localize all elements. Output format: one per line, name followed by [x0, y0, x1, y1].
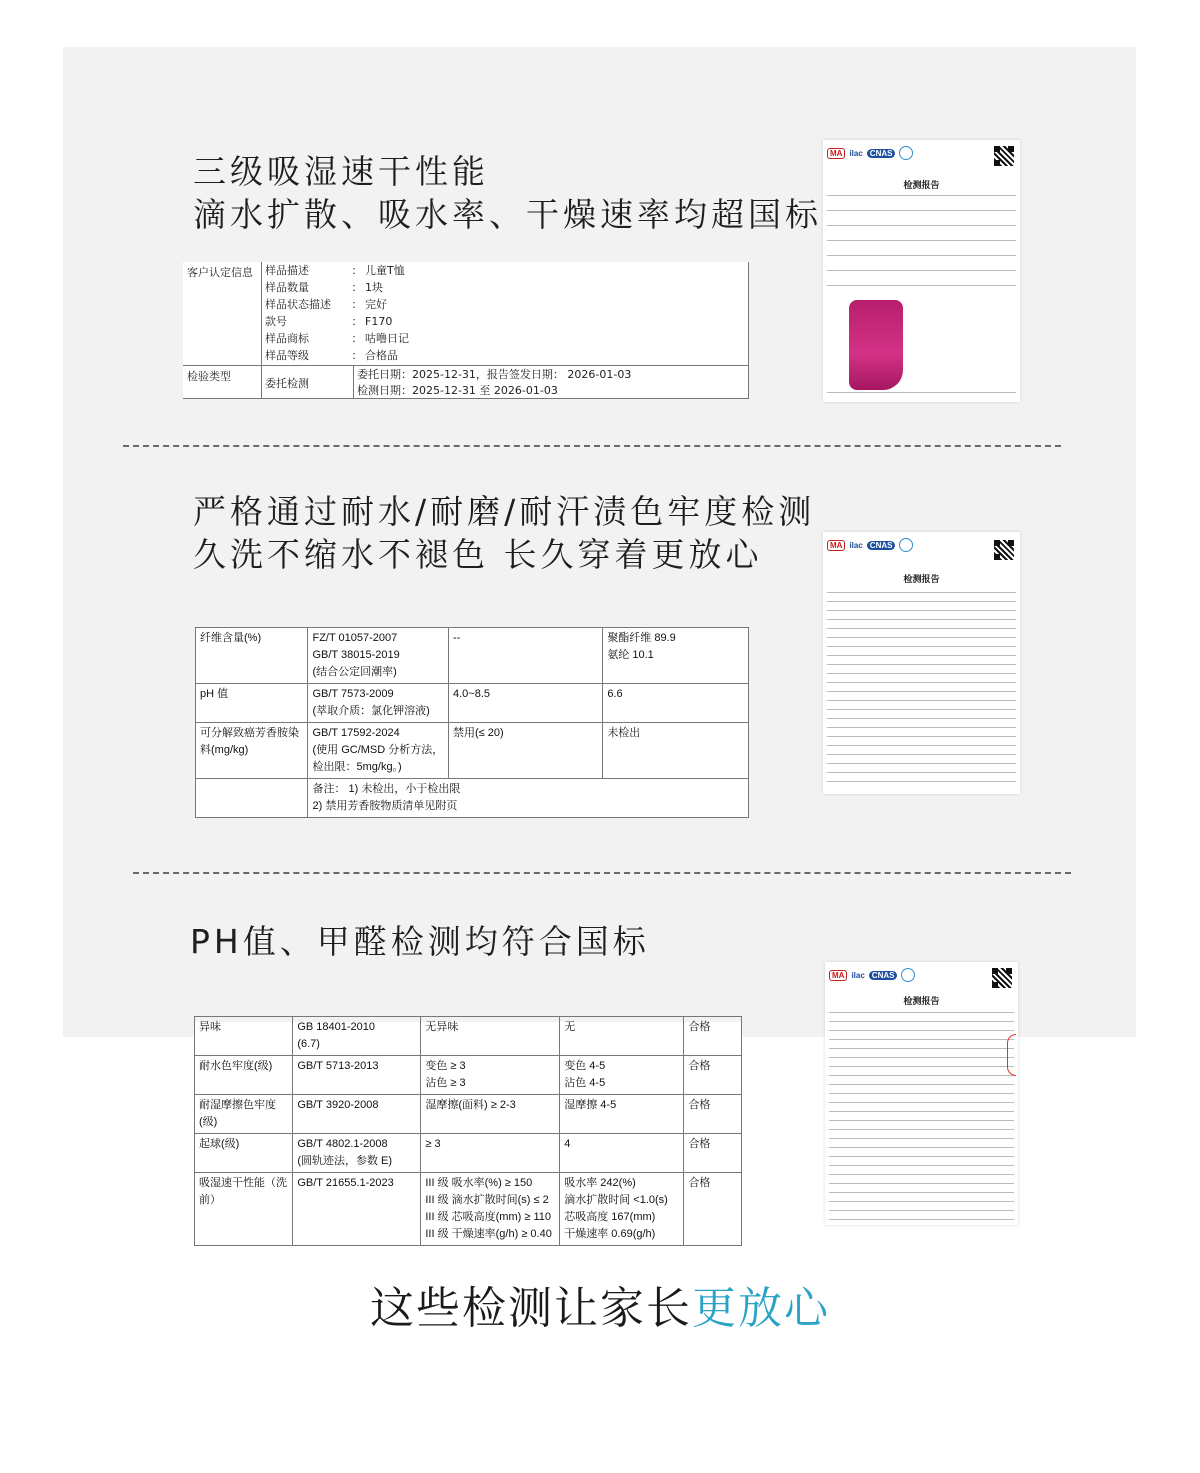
report-line [829, 1174, 1014, 1175]
seal-icon [901, 968, 915, 982]
client-info-label: 客户认定信息 [187, 266, 253, 279]
inspection-type-value: 委托检测 [265, 377, 309, 390]
field-colon: ： [351, 332, 363, 345]
item-cell: 吸湿速干性能（洗前） [195, 1173, 293, 1246]
field-value: F170 [365, 315, 393, 328]
cnas-logo: CNAS [869, 971, 898, 980]
section2-headline-line2: 久洗不缩水不褪色 长久穿着更放心 [193, 535, 763, 574]
item-cell: 耐湿摩擦色牢度(级) [195, 1095, 293, 1134]
report-line [829, 1102, 1014, 1103]
table-row [195, 1056, 742, 1095]
report-line [827, 592, 1016, 593]
entrust-dates: 委托日期：2025-12-31，报告签发日期： 2026-01-03 [357, 368, 632, 381]
sample-field-row [265, 347, 409, 364]
report-line [829, 1021, 1014, 1022]
report-line [829, 1192, 1014, 1193]
result-cell: 变色 4-5 沾色 4-5 [560, 1056, 684, 1095]
test-results-table-2 [194, 1021, 742, 1240]
field-key: 样品等级 [265, 349, 309, 362]
field-key: 款号 [265, 315, 287, 328]
report-line [827, 718, 1016, 719]
report-thumbnail-1 [823, 140, 1020, 402]
method-cell: GB/T 3920-2008 [293, 1095, 421, 1134]
result-cell: 聚酯纤维 89.9 氨纶 10.1 [603, 628, 749, 684]
requirement-cell: 禁用(≤ 20) [448, 723, 602, 779]
result-cell: 无 [560, 1017, 684, 1056]
report-line [829, 1066, 1014, 1067]
seal-icon [899, 146, 913, 160]
report-line [829, 1084, 1014, 1085]
field-value: 咕噜日记 [365, 332, 409, 345]
field-key: 样品数量 [265, 281, 309, 294]
field-colon: ： [351, 349, 363, 362]
report-line [829, 1048, 1014, 1049]
item-cell: pH 值 [196, 684, 308, 723]
report-line [827, 745, 1016, 746]
report-line [829, 1219, 1014, 1220]
table-row [195, 1173, 742, 1246]
report-line [827, 691, 1016, 692]
report-line [827, 619, 1016, 620]
report-line [829, 1165, 1014, 1166]
report-line [827, 727, 1016, 728]
report-title-3: 检测报告 [903, 996, 940, 1006]
report-line [829, 1156, 1014, 1157]
qr-code-icon [994, 146, 1014, 166]
cert-logos [829, 968, 915, 982]
report-line [827, 610, 1016, 611]
cnas-logo: CNAS [867, 149, 896, 158]
result-cell: 湿摩擦 4-5 [560, 1095, 684, 1134]
field-key: 样品状态描述 [265, 298, 331, 311]
report-line [829, 1030, 1014, 1031]
verdict-cell: 合格 [684, 1134, 742, 1173]
report-line [829, 1093, 1014, 1094]
report-line [827, 682, 1016, 683]
report-thumbnail-3 [825, 962, 1018, 1225]
report-line [827, 646, 1016, 647]
report-line [827, 709, 1016, 710]
qr-code-icon [992, 968, 1012, 988]
report-line [827, 628, 1016, 629]
note-cell: 备注： 1) 未检出，小于检出限 2) 禁用芳香胺物质清单见附页 [308, 779, 749, 818]
ilac-logo: ilac [849, 540, 863, 550]
requirement-cell: 变色 ≥ 3 沾色 ≥ 3 [421, 1056, 560, 1095]
section1-headline-line2: 滴水扩散、吸水率、干燥速率均超国标 [193, 195, 822, 234]
report-line [829, 1057, 1014, 1058]
report-line [829, 1183, 1014, 1184]
report-line [829, 1129, 1014, 1130]
table-row [196, 723, 749, 779]
test-results-table-1 [195, 627, 749, 818]
method-cell: FZ/T 01057-2007 GB/T 38015-2019 (结合公定回潮率) [308, 628, 449, 684]
method-cell: GB/T 17592-2024 (使用 GC/MSD 分析方法，检出限：5mg/kg。) [308, 723, 449, 779]
report-line [827, 637, 1016, 638]
sample-field-row [265, 262, 409, 279]
table-row [196, 628, 749, 684]
item-cell: 耐水色牢度(级) [195, 1056, 293, 1095]
requirement-cell: 无异味 [421, 1017, 560, 1056]
report-line [827, 700, 1016, 701]
requirement-cell: -- [448, 628, 602, 684]
verdict-cell: 合格 [684, 1017, 742, 1056]
table-row-note [196, 779, 749, 818]
qr-code-icon [994, 540, 1014, 560]
sample-field-row [265, 296, 409, 313]
report-line [829, 1111, 1014, 1112]
cert-logos [827, 538, 913, 552]
report-line [827, 664, 1016, 665]
report-line [827, 655, 1016, 656]
section2-headline-line1: 严格通过耐水/耐磨/耐汗渍色牢度检测 [193, 492, 816, 531]
section-divider-2 [133, 872, 1071, 874]
report-line [827, 781, 1016, 782]
method-cell: GB/T 7573-2009 (萃取介质：氯化钾溶液) [308, 684, 449, 723]
report-line [827, 601, 1016, 602]
method-cell: GB/T 21655.1-2023 [293, 1173, 421, 1246]
field-value: 合格品 [365, 349, 398, 362]
garment-photo [849, 300, 903, 390]
report-line [829, 1201, 1014, 1202]
method-cell: GB 18401-2010 (6.7) [293, 1017, 421, 1056]
sample-field-row [265, 330, 409, 347]
table-row [195, 1095, 742, 1134]
report-line [829, 1012, 1014, 1013]
item-cell: 起球(级) [195, 1134, 293, 1173]
report-line [827, 736, 1016, 737]
requirement-cell: 湿摩擦(面料) ≥ 2-3 [421, 1095, 560, 1134]
field-key: 样品商标 [265, 332, 309, 345]
field-colon: ： [351, 264, 363, 277]
red-stamp [1007, 1034, 1016, 1076]
section3-headline: PH值、甲醛检测均符合国标 [190, 922, 650, 961]
sample-field-row [265, 313, 409, 330]
section1-headline-line1: 三级吸湿速干性能 [193, 152, 489, 191]
report-line [829, 1210, 1014, 1211]
report-line [827, 673, 1016, 674]
sample-fields [265, 262, 409, 364]
field-value: 完好 [365, 298, 387, 311]
field-colon: ： [351, 298, 363, 311]
report-title-1: 检测报告 [903, 180, 940, 190]
method-cell: GB/T 5713-2013 [293, 1056, 421, 1095]
verdict-cell: 合格 [684, 1173, 742, 1246]
report-line [827, 772, 1016, 773]
field-colon: ： [351, 315, 363, 328]
item-cell: 异味 [195, 1017, 293, 1056]
client-info-table [183, 262, 749, 398]
result-cell: 6.6 [603, 684, 749, 723]
footer-title [0, 1272, 1200, 1336]
cma-logo: MA [827, 148, 845, 159]
field-value: 儿童T恤 [365, 264, 405, 277]
report-title-2: 检测报告 [903, 574, 940, 584]
report-line [827, 763, 1016, 764]
cma-logo: MA [829, 970, 847, 981]
item-cell [196, 779, 308, 818]
table-row [195, 1017, 742, 1056]
report-thumbnail-2 [823, 532, 1020, 794]
report-line [829, 1147, 1014, 1148]
report-line [829, 1120, 1014, 1121]
report-line [829, 1039, 1014, 1040]
field-value: 1块 [365, 281, 383, 294]
cert-logos [827, 146, 913, 160]
result-cell: 4 [560, 1134, 684, 1173]
requirement-cell: ≥ 3 [421, 1134, 560, 1173]
table-row [195, 1134, 742, 1173]
requirement-cell: 4.0~8.5 [448, 684, 602, 723]
ilac-logo: ilac [851, 970, 865, 980]
requirement-cell: III 级 吸水率(%) ≥ 150 III 级 滴水扩散时间(s) ≤ 2 III 级 芯吸高度(mm) ≥ 110 III 级 干燥速率(g/h) ≥ 0.40 [421, 1173, 560, 1246]
item-cell: 可分解致癌芳香胺染料(mg/kg) [196, 723, 308, 779]
inspection-type-label: 检验类型 [187, 370, 231, 383]
table-row [196, 684, 749, 723]
verdict-cell: 合格 [684, 1056, 742, 1095]
field-colon: ： [351, 281, 363, 294]
report-line [827, 754, 1016, 755]
cnas-logo: CNAS [867, 541, 896, 550]
verdict-cell: 合格 [684, 1095, 742, 1134]
result-cell: 吸水率 242(%) 滴水扩散时间 <1.0(s) 芯吸高度 167(mm) 干燥速率 0.69(g/h) [560, 1173, 684, 1246]
item-cell: 纤维含量(%) [196, 628, 308, 684]
ilac-logo: ilac [849, 148, 863, 158]
footer-title-main: 这些检测让家长 [370, 1283, 692, 1334]
method-cell: GB/T 4802.1-2008 (圆轨迹法，参数 E) [293, 1134, 421, 1173]
seal-icon [899, 538, 913, 552]
footer-title-accent: 更放心 [692, 1283, 830, 1334]
report-line [829, 1138, 1014, 1139]
field-key: 样品描述 [265, 264, 309, 277]
report-line [829, 1075, 1014, 1076]
section-divider-1 [123, 445, 1061, 447]
result-cell: 未检出 [603, 723, 749, 779]
test-dates: 检测日期：2025-12-31 至 2026-01-03 [357, 384, 558, 397]
cma-logo: MA [827, 540, 845, 551]
sample-field-row [265, 279, 409, 296]
